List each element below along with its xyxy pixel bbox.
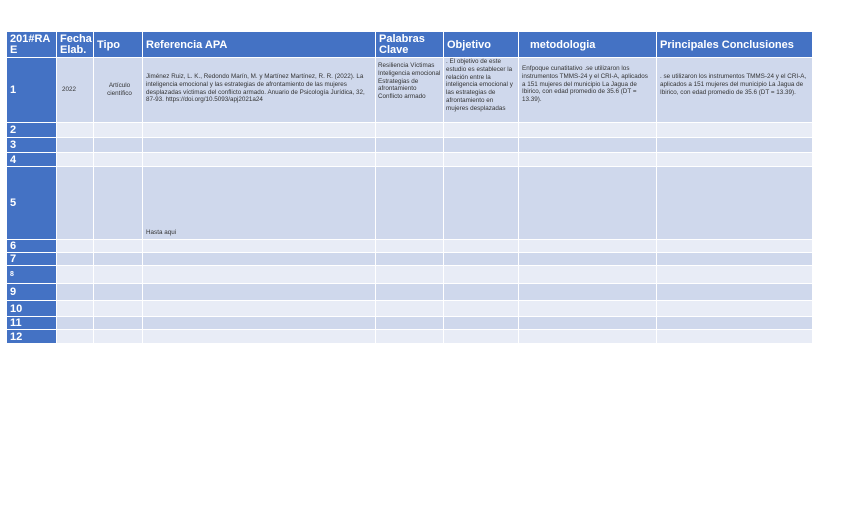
row-number: 8 (7, 266, 57, 284)
table-row (7, 266, 813, 284)
objetivo-cell[interactable]: . El objetivo de este estudio es establecer la relación entre la inteligencia emocional y las estrategias de afrontamiento en mujeres desplazadas (444, 58, 519, 123)
table-cell[interactable] (376, 330, 444, 344)
table-cell[interactable] (376, 123, 444, 138)
row-number: 1 (7, 58, 57, 123)
table-cell[interactable] (657, 240, 813, 253)
table-row (7, 317, 813, 330)
table-cell[interactable] (94, 167, 143, 240)
table-cell[interactable] (143, 138, 376, 153)
table-cell[interactable] (94, 330, 143, 344)
table-cell[interactable] (444, 317, 519, 330)
table-row (7, 284, 813, 301)
row-number: 9 (7, 284, 57, 301)
metodologia-cell[interactable]: Enfpoque cunatitativo .se utilizaron los instrumentos TMMS-24 y el CRI-A, aplicados a 151 mujeres del municipio La Jagua de Ibirico, con edad promedio de 35.6 (DT = 13.39). (519, 58, 657, 123)
table-cell[interactable] (143, 123, 376, 138)
header-row (7, 32, 813, 58)
table-cell[interactable] (519, 284, 657, 301)
table-cell[interactable] (376, 284, 444, 301)
table-cell[interactable] (657, 138, 813, 153)
table-row (7, 153, 813, 167)
table-cell[interactable] (657, 284, 813, 301)
palabras-cell[interactable]: Resiliencia Víctimas Inteligencia emocional Estrategias de afrontamiento Conflicto armado (376, 58, 444, 123)
table-cell[interactable] (519, 266, 657, 284)
table-cell[interactable] (657, 253, 813, 266)
header-objetivo: Objetivo (444, 32, 519, 58)
table-cell[interactable] (94, 240, 143, 253)
table-cell[interactable] (519, 138, 657, 153)
row-number: 5 (7, 167, 57, 240)
table-cell[interactable] (444, 301, 519, 317)
header-fecha: Fecha Elab. (57, 32, 94, 58)
table-cell[interactable] (376, 266, 444, 284)
header-tipo: Tipo (94, 32, 143, 58)
row-number: 11 (7, 317, 57, 330)
referencia-cell[interactable]: Jiménez Ruiz, L. K., Redondo Marín, M. y Martínez Martínez, R. R. (2022). La inteligencia emocional y las estrategias de afrontamiento de las mujeres desplazadas víctimas del conflicto armado. Anuario de Psicología Jurídica, 32, 87-93. https://doi.org/10.5093/apj2021a24 (143, 58, 376, 123)
table-cell[interactable] (657, 317, 813, 330)
table-cell[interactable] (143, 253, 376, 266)
row-number: 2 (7, 123, 57, 138)
table-cell[interactable] (376, 167, 444, 240)
tipo-cell[interactable]: Artículo científico (94, 58, 143, 123)
research-matrix-table (6, 31, 813, 344)
table-cell[interactable] (657, 153, 813, 167)
table-cell[interactable] (143, 330, 376, 344)
table-row (7, 253, 813, 266)
table-row (7, 138, 813, 153)
table-cell[interactable] (444, 167, 519, 240)
table-cell[interactable] (143, 317, 376, 330)
table-cell[interactable] (57, 123, 94, 138)
table-cell[interactable] (519, 240, 657, 253)
table-cell[interactable] (376, 253, 444, 266)
table-cell[interactable] (94, 317, 143, 330)
table-cell[interactable] (519, 317, 657, 330)
table-cell[interactable] (94, 138, 143, 153)
table-cell[interactable] (94, 266, 143, 284)
table-row (7, 123, 813, 138)
table-cell[interactable] (376, 138, 444, 153)
table-cell[interactable] (657, 266, 813, 284)
table-cell[interactable] (519, 153, 657, 167)
table-cell[interactable] (143, 153, 376, 167)
conclusiones-cell[interactable]: . se utilizaron los instrumentos TMMS-24 y el CRI-A, aplicados a 151 mujeres del municipio La Jagua de Ibirico, con edad promedio de 35.6 (DT = 13.39). (657, 58, 813, 123)
table-cell[interactable] (94, 153, 143, 167)
table-cell[interactable] (519, 330, 657, 344)
row-number: 10 (7, 301, 57, 317)
table-cell[interactable] (444, 253, 519, 266)
table-cell[interactable] (444, 123, 519, 138)
header-id: 201#RA E (7, 32, 57, 58)
table-cell[interactable] (657, 330, 813, 344)
table-cell[interactable] (444, 330, 519, 344)
table-cell[interactable] (376, 317, 444, 330)
table-cell[interactable] (657, 301, 813, 317)
table-cell[interactable] (57, 330, 94, 344)
table-cell[interactable] (94, 253, 143, 266)
table-cell[interactable] (444, 240, 519, 253)
table-row (7, 167, 813, 240)
table-cell[interactable] (519, 253, 657, 266)
table-cell[interactable] (143, 240, 376, 253)
table-row (7, 330, 813, 344)
row-number: 4 (7, 153, 57, 167)
table-cell[interactable] (57, 153, 94, 167)
table-cell[interactable] (143, 301, 376, 317)
table-cell[interactable] (94, 123, 143, 138)
table-cell[interactable] (94, 284, 143, 301)
row-number: 6 (7, 240, 57, 253)
row-number: 7 (7, 253, 57, 266)
table-cell[interactable] (519, 301, 657, 317)
row-number: 12 (7, 330, 57, 344)
table-cell[interactable] (657, 123, 813, 138)
table-cell[interactable] (57, 138, 94, 153)
header-referencia: Referencia APA (143, 32, 376, 58)
table-cell[interactable] (444, 266, 519, 284)
table-cell[interactable] (444, 153, 519, 167)
table-cell[interactable] (143, 284, 376, 301)
header-metodologia: metodologia (519, 32, 657, 58)
table-cell[interactable] (376, 301, 444, 317)
table-cell[interactable] (444, 284, 519, 301)
table-cell[interactable] (519, 167, 657, 240)
row-number: 3 (7, 138, 57, 153)
table-cell[interactable] (57, 301, 94, 317)
table-cell[interactable] (376, 153, 444, 167)
table-cell[interactable] (376, 240, 444, 253)
table-cell[interactable] (57, 167, 94, 240)
table-cell[interactable] (143, 266, 376, 284)
table-cell[interactable] (57, 284, 94, 301)
header-conclusiones: Principales Conclusiones (657, 32, 813, 58)
table-cell[interactable] (57, 240, 94, 253)
table-cell[interactable] (57, 266, 94, 284)
table-cell[interactable] (519, 123, 657, 138)
table-cell[interactable] (444, 138, 519, 153)
table-cell[interactable] (57, 317, 94, 330)
table-cell[interactable] (657, 167, 813, 240)
table-row (7, 301, 813, 317)
table-row (7, 240, 813, 253)
table-row (7, 58, 813, 123)
table-cell[interactable] (94, 301, 143, 317)
header-palabras: Palabras Clave (376, 32, 444, 58)
fecha-cell[interactable]: 2022 (57, 58, 94, 123)
table-cell[interactable] (57, 253, 94, 266)
referencia-cell[interactable]: Hasta aqui (143, 167, 376, 240)
